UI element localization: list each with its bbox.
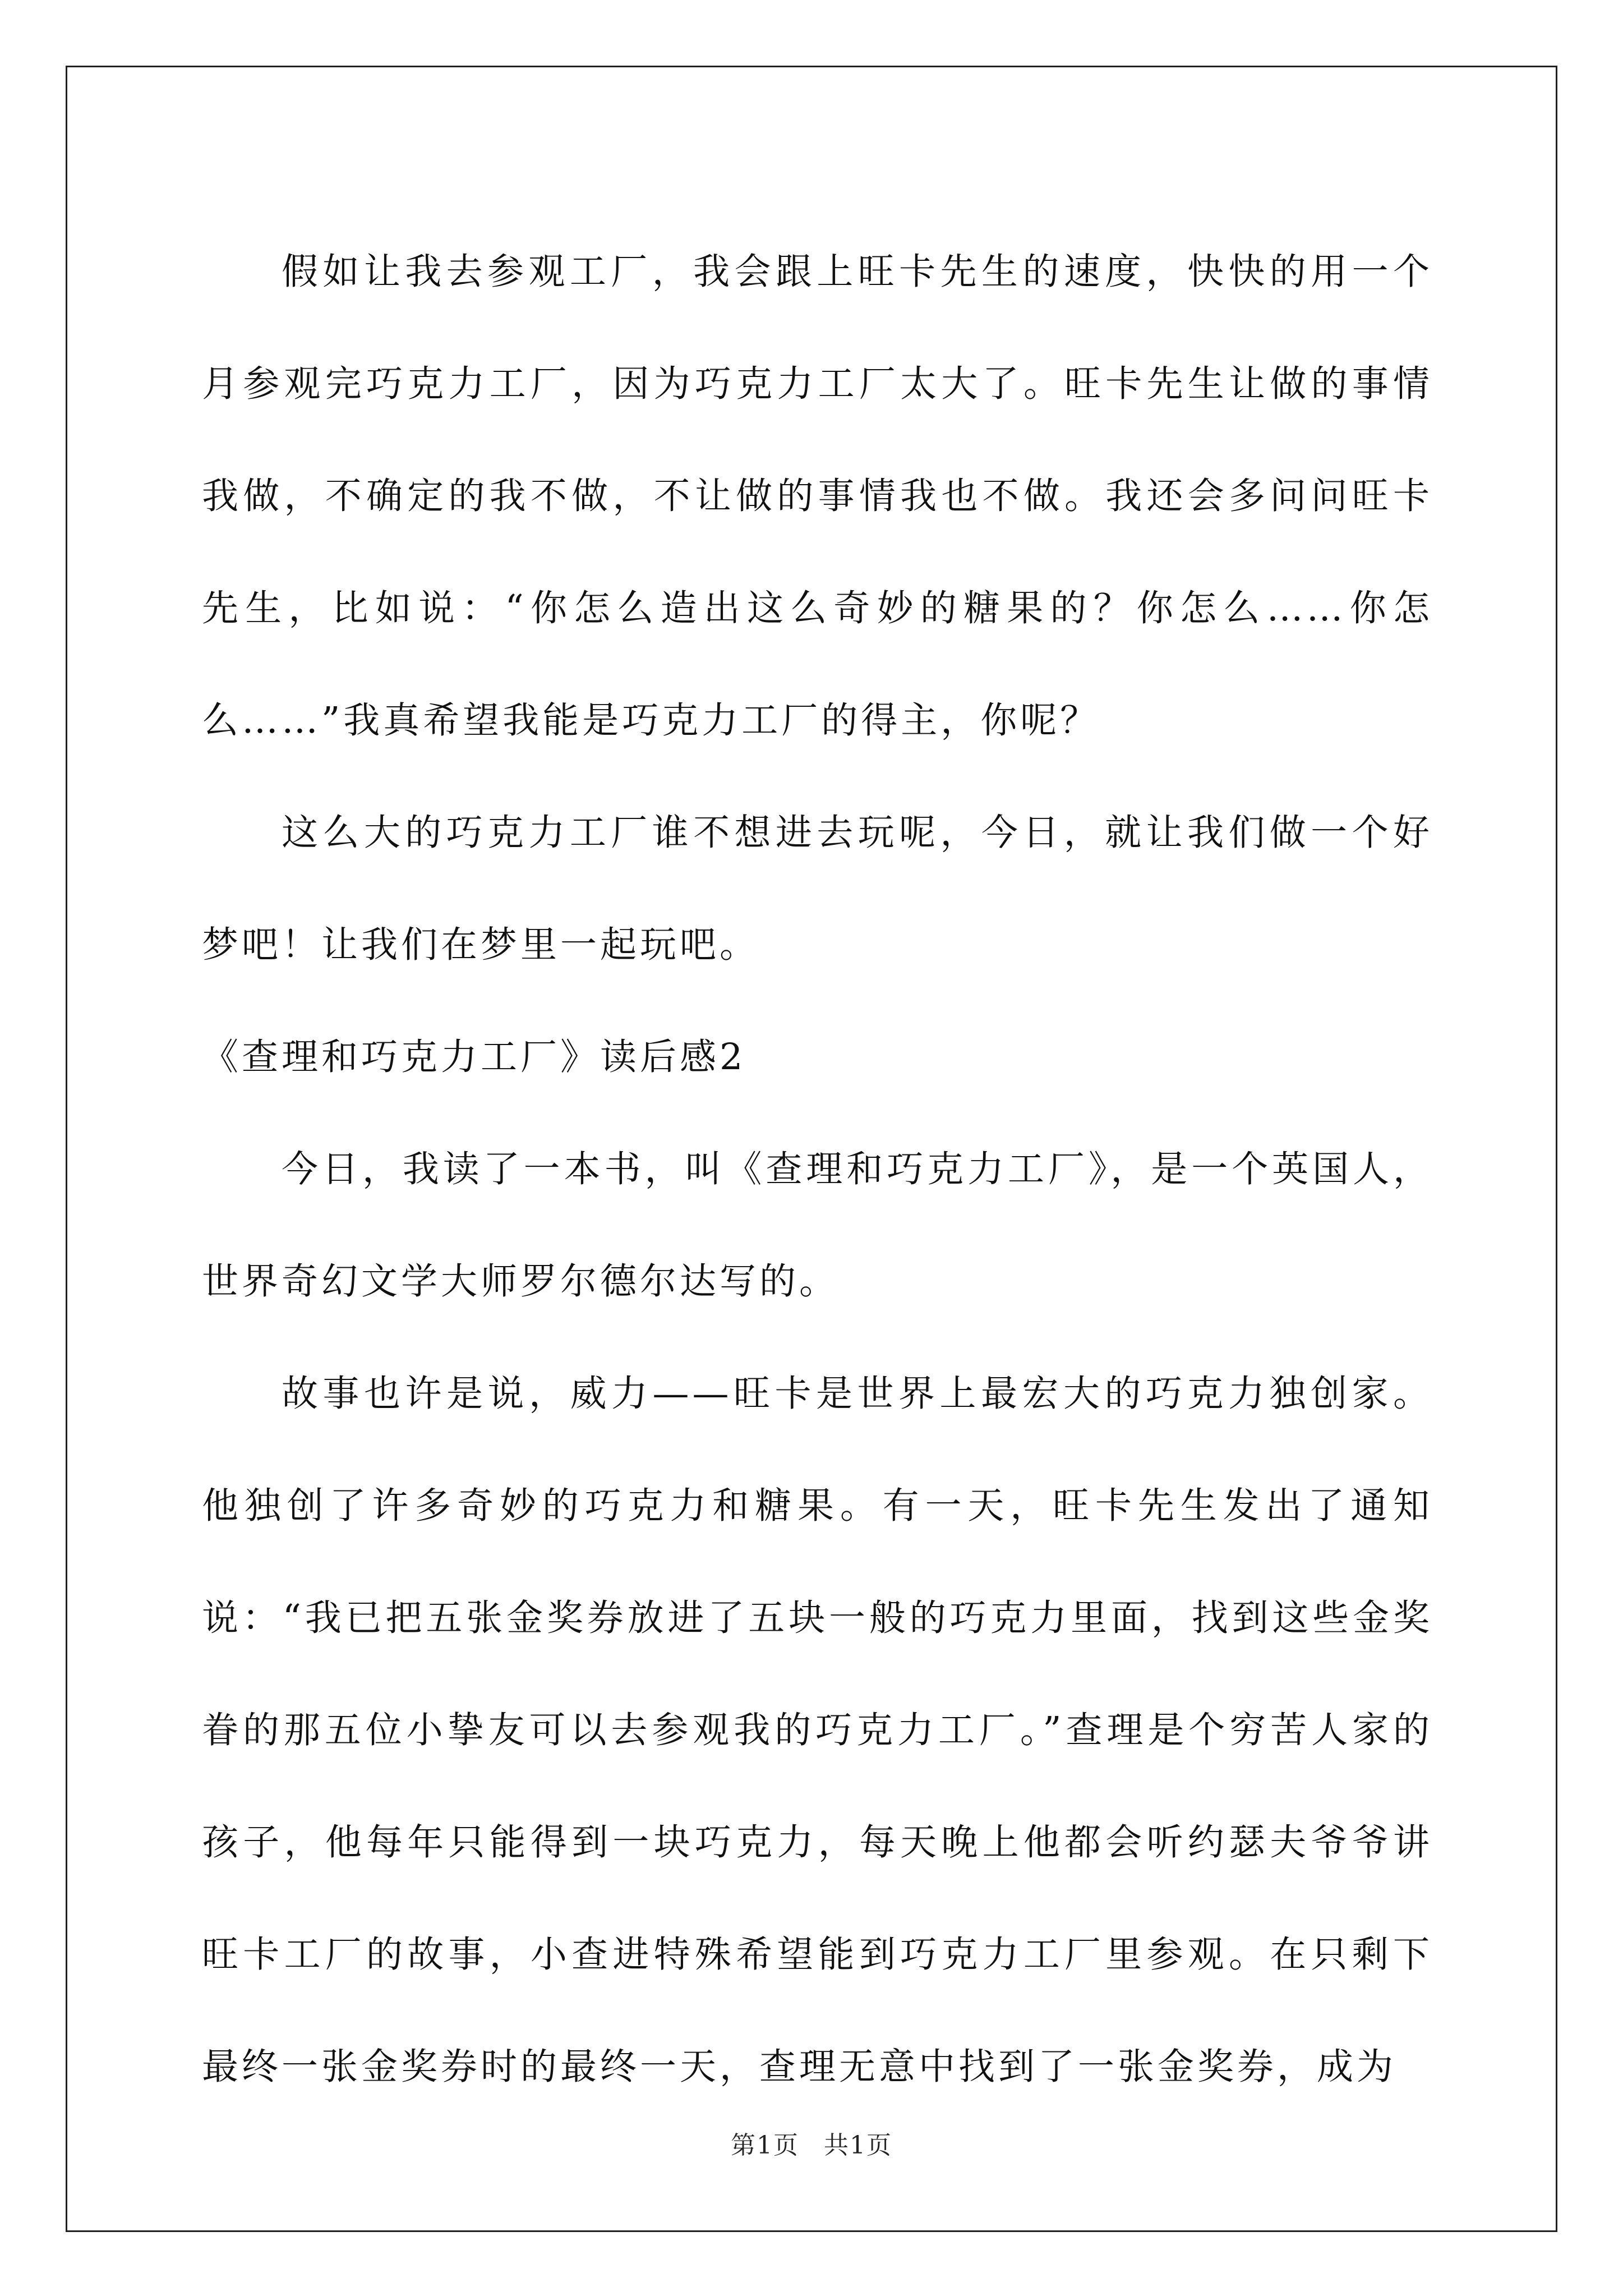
paragraph-dream: 这么大的巧克力工厂谁不想进去玩呢，今日，就让我们做一个好梦吧！让我们在梦里一起玩吧。 (202, 812, 1433, 966)
page-footer (0, 2125, 1623, 2161)
document-body (202, 216, 1433, 2123)
essay-heading: 《查理和巧克力工厂》读后感2 (202, 1036, 746, 1078)
paragraph-book-intro: 今日，我读了一本书，叫《查理和巧克力工厂》，是一个英国人，世界奇幻文学大师罗尔德尔达写的。 (202, 1148, 1433, 1303)
paragraph-story: 故事也许是说，威力——旺卡是世界上最宏大的巧克力独创家。他独创了许多奇妙的巧克力和糖果。有一天，旺卡先生发出了通知说：“我已把五张金奖券放进了五块一般的巧克力里面，找到这些金奖眷的那五位小挚友可以去参观我的巧克力工厂。”查理是个穷苦人家的孩子，他每年只能得到一块巧克力，每天晚上他都会听约瑟夫爷爷讲旺卡工厂的故事，小查进特殊希望能到巧克力工厂里参观。在只剩下最终一张金奖券时的最终一天，查理无意中找到了一张金奖券，成为 (202, 1373, 1433, 2088)
page-total: 共1页 (824, 2131, 892, 2160)
page-number: 第1页 (731, 2131, 799, 2160)
paragraph-visit-factory: 假如让我去参观工厂，我会跟上旺卡先生的速度，快快的用一个月参观完巧克力工厂，因为巧克力工厂太大了。旺卡先生让做的事情我做，不确定的我不做，不让做的事情我也不做。我还会多问问旺卡先生，比如说：“你怎么造出这么奇妙的糖果的？你怎么……你怎么……”我真希望我能是巧克力工厂的得主，你呢？ (202, 251, 1433, 742)
